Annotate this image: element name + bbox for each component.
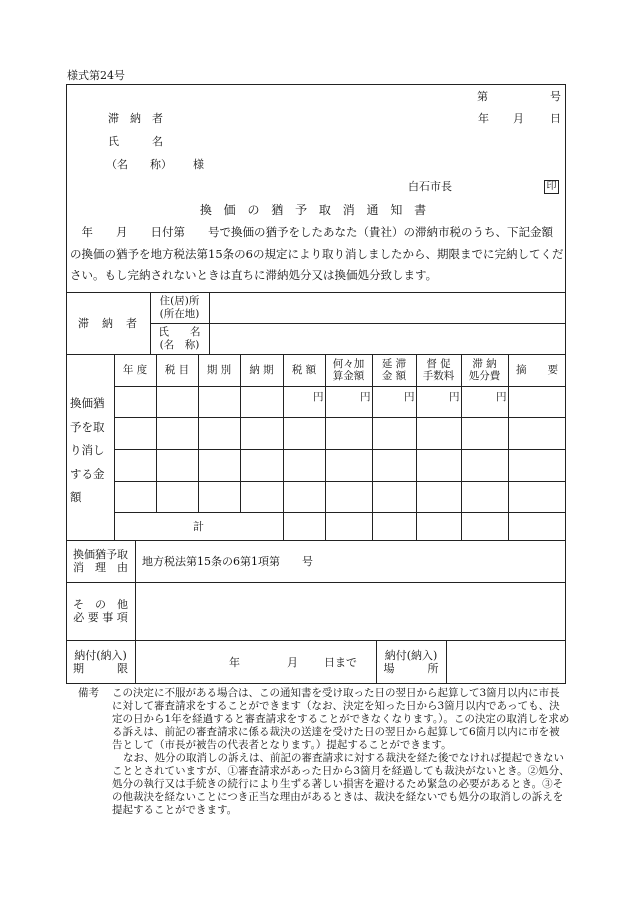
header-line: 督 促: [426, 357, 451, 370]
col-due-date-header: [240, 354, 283, 386]
header-line: 年 度: [122, 363, 148, 376]
recipient-name-label: 氏 名: [108, 135, 163, 148]
yen-unit-reminder-fee: 円: [449, 391, 460, 403]
form-number-label: 様式第24号: [67, 69, 125, 82]
col-period-header: [198, 354, 240, 386]
issuer-name: 白石市長: [408, 180, 452, 193]
address-label-line-2: (所在地): [159, 307, 200, 320]
divider-line: [446, 640, 447, 684]
remarks-heading: 備考: [78, 687, 99, 699]
document-number-prefix: 第: [477, 90, 488, 103]
col-disposition-cost-header: [461, 354, 508, 386]
divider-line: [66, 540, 566, 541]
other-label-line-1: そ の 他: [73, 598, 128, 611]
header-line: 滞 納: [472, 357, 497, 370]
header-line: 摘 要: [516, 363, 558, 376]
yen-unit-tax: 円: [313, 391, 324, 403]
remarks-paragraph-2: なお、処分の取消しの訴えは、前記の審査請求に対する裁決を経た後でなければ提起できないこととされていますが、①審査請求があった日から3箇月を経過しても裁決がないとき。②処分、処分の執行又は手続きの続行により生ずる著しい損害を避けるため緊急の必要があるとき。③その他裁決を経ないことにつき正当な理由があるときは、裁決を経ないでも処分の取消しの訴えを提起することができます。: [112, 752, 570, 816]
deadline-label-line-2: 期 限: [73, 662, 128, 675]
col-surcharge-header: [325, 354, 372, 386]
divider-line: [114, 449, 566, 450]
divider-line: [66, 640, 566, 641]
document-title: 換 価 の 猶 予 取 消 通 知 書: [199, 203, 431, 217]
row-label-line: する金: [70, 466, 105, 481]
yen-unit-delinquency: 円: [404, 391, 415, 403]
date-month: 月: [513, 112, 524, 125]
document-number-suffix: 号: [550, 90, 561, 103]
official-seal-box: 印: [544, 180, 559, 194]
payment-deadline-label: [66, 640, 135, 684]
col-tax-amount-header: [283, 354, 325, 386]
taxpayer-name-label: [150, 323, 209, 354]
header-line: 期 別: [206, 363, 232, 376]
header-line: 納 期: [249, 363, 274, 376]
date-day: 日: [550, 112, 561, 125]
header-line: 金 額: [381, 370, 407, 382]
place-label-line-1: 納付(納入): [384, 649, 438, 662]
other-label-line-2: 必 要 事 項: [73, 611, 128, 624]
row-label-line: り消し: [70, 443, 105, 457]
notice-body-text: 年 月 日付第 号で換価の猶予をしたあなた（貴社）の滞納市税のうち、下記金額の換価の猶予を地方税法第15条の6の規定により取り消しましたから、期限までに完納してください。もし完納されないときは直ちに滞納処分又は換価処分致します。: [70, 225, 564, 282]
divider-line: [150, 323, 566, 324]
cancel-reason-label: [66, 540, 135, 582]
divider-line: [135, 540, 136, 684]
col-fiscal-year-header: [114, 354, 156, 386]
yen-unit-surcharge: 円: [360, 391, 371, 403]
header-line: 算金額: [332, 370, 365, 382]
row-label-line: 換価猶: [70, 396, 105, 410]
place-label-line-2: 場 所: [383, 662, 439, 675]
header-line: 税 額: [291, 363, 317, 376]
deadline-year: 年: [229, 656, 240, 669]
name-label-line-2: (名 称): [159, 338, 200, 351]
other-matters-label: [66, 582, 135, 640]
row-label-line: 予を取: [70, 419, 105, 434]
row-label-line: 額: [70, 490, 82, 504]
date-year: 年: [478, 112, 489, 125]
taxpayer-label: 滞 納 者: [78, 316, 138, 330]
remarks-paragraph-1: この決定に不服がある場合は、この通知書を受け取った日の翌日から起算して3箇月以内に市長に対して審査請求をすることができます（なお、決定を知った日から3箇月以内であっても、決定の日から1年を経過すると審査請求をすることができなくなります。）。この決定の取消しを求める訴えは、前記の審査請求に係る裁決の送達を受けた日の翌日から起算して6箇月以内に市を被告として（市長が被告の代表者となります。）提起することができます。: [112, 687, 570, 751]
divider-line: [66, 582, 566, 583]
address-label-line-1: 住(居)所: [159, 295, 200, 307]
recipient-honorific: 様: [193, 158, 204, 171]
deadline-label-line-1: 納付(納入): [74, 649, 127, 662]
col-tax-item-header: [156, 354, 198, 386]
yen-unit-disposition: 円: [496, 391, 507, 403]
divider-line: [114, 481, 566, 482]
divider-line: [209, 292, 210, 354]
deadline-until: 日まで: [324, 656, 357, 669]
payment-place-label: [376, 640, 446, 684]
taxpayer-address-label: [150, 292, 209, 323]
name-label-line-1: 氏 名: [158, 326, 201, 338]
col-delinquency-charge-header: [372, 354, 416, 386]
divider-line: [114, 386, 566, 387]
table-total-label: 計: [193, 519, 204, 533]
reason-label-line-2: 消 理 由: [73, 561, 128, 574]
col-reminder-fee-header: [416, 354, 461, 386]
deadline-month: 月: [287, 656, 298, 669]
cancel-reason-value: 地方税法第15条の6第1項第 号: [142, 555, 313, 568]
recipient-delinquent-label: 滞 納 者: [108, 112, 163, 125]
header-line: 税 目: [164, 363, 190, 376]
reason-label-line-1: 換価猶予取: [73, 548, 128, 561]
col-remarks-header: [508, 354, 566, 386]
header-line: 何々加: [332, 357, 365, 370]
header-line: 手数料: [422, 370, 455, 382]
cancelled-amount-row-label: [70, 392, 114, 510]
recipient-entity-label: （名 称）: [106, 158, 172, 171]
divider-line: [114, 417, 566, 418]
remarks-section: [66, 687, 570, 817]
header-line: 処分費: [468, 370, 501, 382]
header-line: 延 滞: [381, 357, 407, 370]
